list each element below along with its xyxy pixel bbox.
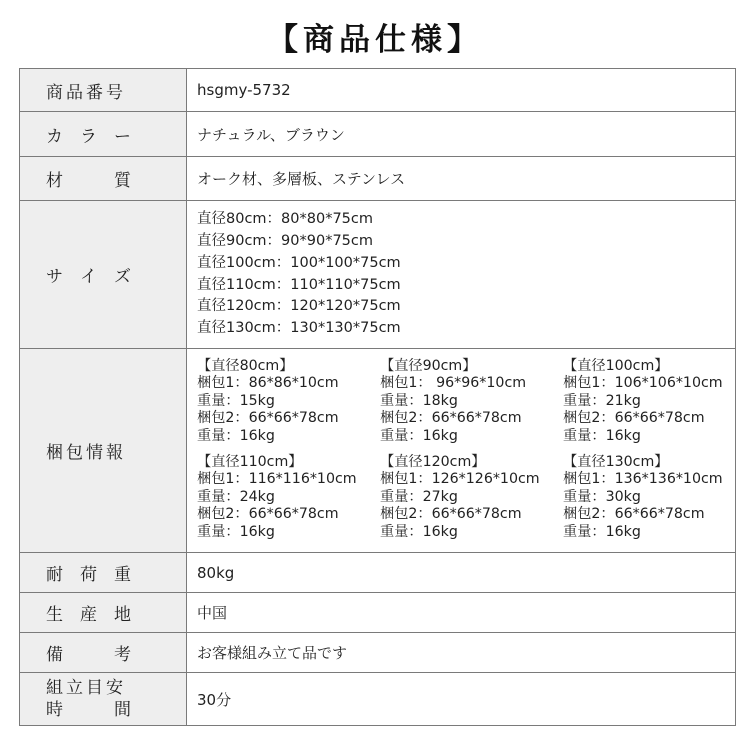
value-load: 80kg — [187, 553, 736, 593]
label-notes-text — [46, 640, 134, 665]
label-origin — [20, 593, 187, 633]
label-load-char: 荷 — [80, 565, 100, 585]
table-row — [20, 673, 736, 726]
table-row — [20, 69, 736, 112]
packing-weight2: 重量：16kg — [197, 427, 275, 444]
packing-group — [563, 358, 746, 446]
packing-weight2: 重量：16kg — [380, 523, 458, 540]
packing-heading: 【直径90cm】 — [380, 357, 477, 374]
label-origin-char: 産 — [80, 605, 100, 625]
value-assembly: 30分 — [187, 673, 736, 726]
value-material: オーク材、多層板、ステンレス — [187, 157, 736, 201]
value-size — [187, 201, 736, 349]
packing-weight1: 重量：21kg — [563, 392, 641, 409]
label-load-char: 重 — [114, 565, 134, 585]
value-packing — [187, 349, 736, 553]
size-line: 直径80cm：80*80*75cm — [197, 211, 373, 228]
packing-pack1: 梱包1：126*126*10cm — [380, 471, 540, 488]
packing-pack1: 梱包1：136*136*10cm — [563, 471, 723, 488]
label-origin-text — [46, 600, 134, 625]
label-assembly — [20, 673, 187, 726]
value-notes: お客様組み立て品です — [187, 633, 736, 673]
label-notes-char: 考 — [114, 645, 134, 665]
label-model — [20, 69, 187, 112]
packing-pack1: 梱包1：106*106*10cm — [563, 375, 723, 392]
packing-grid — [197, 354, 735, 548]
packing-heading: 【直径130cm】 — [563, 453, 669, 470]
label-size — [20, 201, 187, 349]
table-row — [20, 201, 736, 349]
packing-group — [380, 454, 563, 542]
label-material — [20, 157, 187, 201]
packing-group — [197, 358, 380, 446]
packing-pack2: 梱包2：66*66*78cm — [197, 506, 339, 523]
packing-pack1: 梱包1： 96*96*10cm — [380, 375, 527, 392]
label-assembly-char: 間 — [114, 700, 134, 720]
packing-weight1: 重量：18kg — [380, 392, 458, 409]
packing-pack2: 梱包2：66*66*78cm — [563, 410, 705, 427]
packing-weight2: 重量：16kg — [380, 427, 458, 444]
size-line: 直径120cm：120*120*75cm — [197, 298, 401, 315]
value-color: ナチュラル、ブラウン — [187, 112, 736, 157]
packing-pack2: 梱包2：66*66*78cm — [563, 506, 705, 523]
label-model-text: 商品番号 — [46, 82, 126, 103]
label-size-text — [46, 262, 134, 287]
label-color-char: ー — [114, 126, 134, 147]
size-line: 直径110cm：110*110*75cm — [197, 276, 401, 293]
packing-weight1: 重量：27kg — [380, 488, 458, 505]
packing-heading: 【直径120cm】 — [380, 453, 486, 470]
packing-pack1: 梱包1：116*116*10cm — [197, 471, 357, 488]
size-line: 直径100cm：100*100*75cm — [197, 254, 401, 271]
label-packing: 梱包情報 — [20, 349, 187, 553]
label-load — [20, 553, 187, 593]
value-model: hsgmy-5732 — [187, 69, 736, 112]
table-row — [20, 593, 736, 633]
spec-table — [19, 68, 736, 726]
label-assembly-line2 — [46, 699, 134, 721]
label-material-text — [46, 166, 134, 191]
label-load-char: 耐 — [46, 565, 66, 585]
packing-pack2: 梱包2：66*66*78cm — [380, 506, 522, 523]
label-material-char: 材 — [46, 171, 66, 191]
packing-weight1: 重量：24kg — [197, 488, 275, 505]
packing-pack2: 梱包2：66*66*78cm — [380, 410, 522, 427]
label-size-char: イ — [80, 267, 100, 287]
packing-pack2: 梱包2：66*66*78cm — [197, 410, 339, 427]
size-line: 直径90cm：90*90*75cm — [197, 233, 373, 250]
label-notes-char: 備 — [46, 645, 66, 665]
packing-weight2: 重量：16kg — [197, 523, 275, 540]
table-row — [20, 633, 736, 673]
page-title: 【商品仕様】 — [267, 22, 483, 58]
table-row — [20, 112, 736, 157]
packing-group — [197, 454, 380, 542]
label-origin-char: 生 — [46, 605, 66, 625]
packing-weight2: 重量：16kg — [563, 523, 641, 540]
label-material-char: 質 — [114, 171, 134, 191]
label-origin-char: 地 — [114, 605, 134, 625]
label-assembly-char: 時 — [46, 700, 66, 720]
label-load-text — [46, 560, 134, 585]
table-row — [20, 157, 736, 201]
size-line: 直径130cm：130*130*75cm — [197, 319, 401, 336]
packing-heading: 【直径110cm】 — [197, 453, 303, 470]
label-size-char: サ — [46, 267, 66, 287]
packing-heading: 【直径80cm】 — [197, 357, 294, 374]
label-assembly-line1: 組立目安 — [46, 678, 126, 698]
table-row — [20, 349, 736, 553]
packing-weight2: 重量：16kg — [563, 427, 641, 444]
label-notes — [20, 633, 187, 673]
packing-weight1: 重量：15kg — [197, 392, 275, 409]
packing-group — [380, 358, 563, 446]
label-color — [20, 112, 187, 157]
value-origin: 中国 — [187, 593, 736, 633]
label-size-char: ズ — [114, 267, 134, 287]
label-color-char: ラ — [80, 126, 100, 147]
table-row — [20, 553, 736, 593]
label-color-char: カ — [46, 126, 66, 147]
label-color-text — [46, 122, 134, 147]
packing-pack1: 梱包1：86*86*10cm — [197, 375, 339, 392]
packing-weight1: 重量：30kg — [563, 488, 641, 505]
packing-heading: 【直径100cm】 — [563, 357, 669, 374]
label-assembly-text — [46, 677, 186, 721]
packing-group — [563, 454, 746, 542]
